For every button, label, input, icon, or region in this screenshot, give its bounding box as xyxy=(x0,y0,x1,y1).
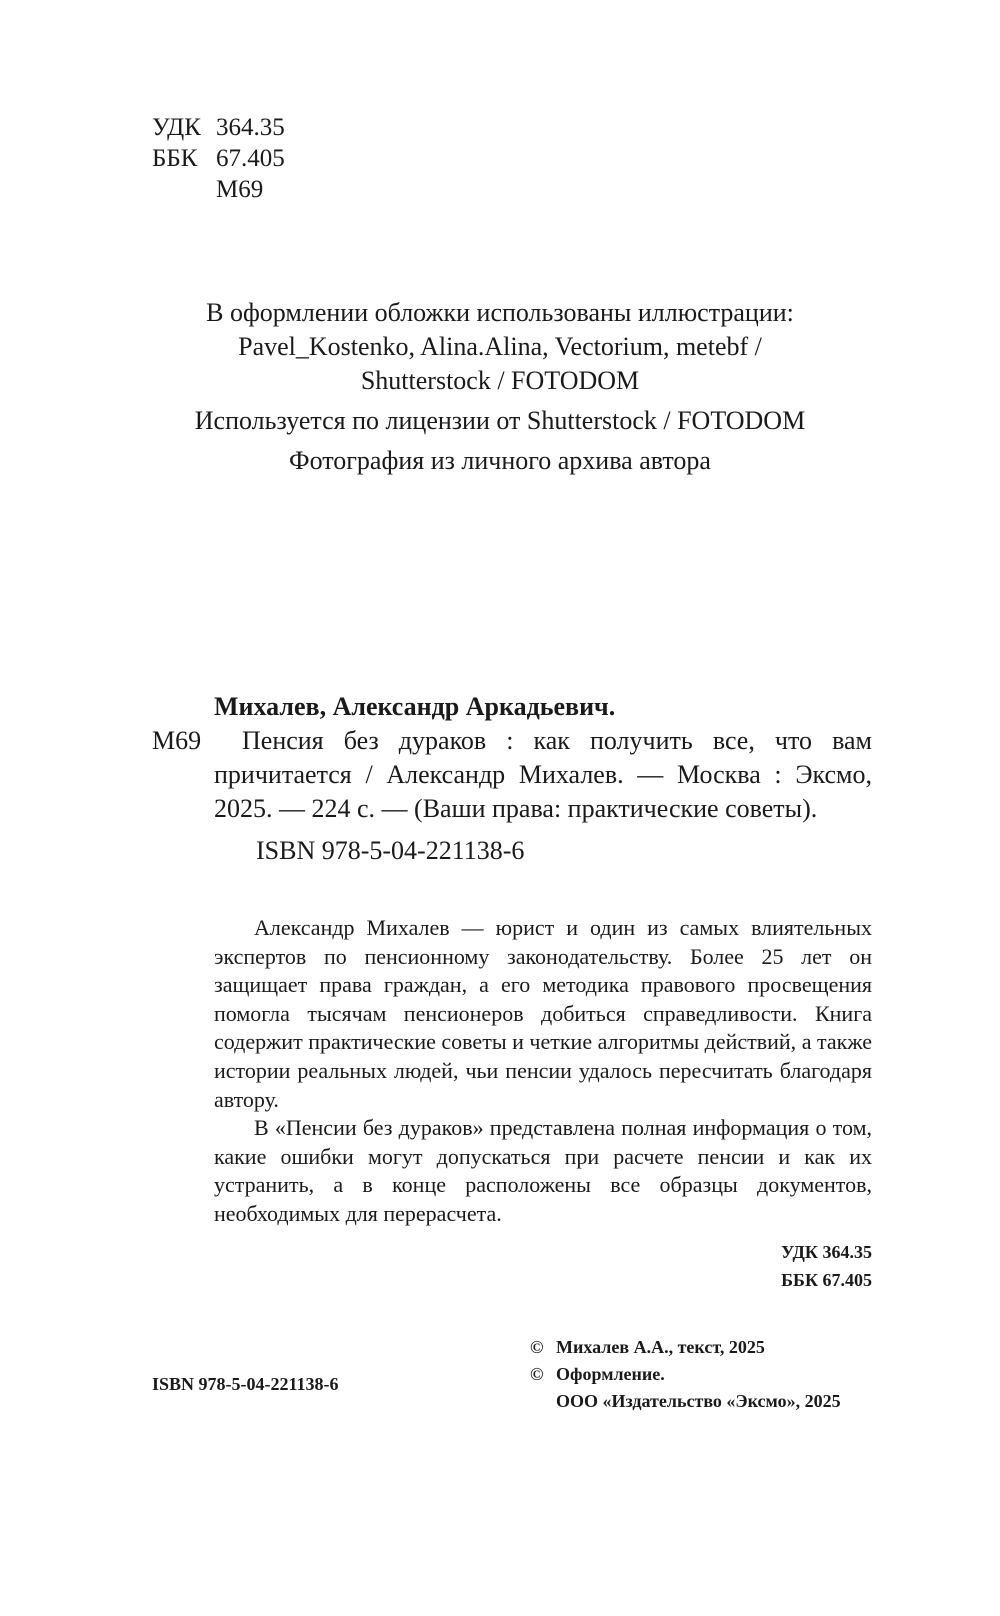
credits-line-1: В оформлении обложки использованы иллюстрации: xyxy=(206,298,794,327)
illustration-credits xyxy=(120,296,880,478)
copyright-symbol-2: © xyxy=(530,1364,544,1384)
record-isbn: ISBN 978-5-04-221138-6 xyxy=(256,836,525,865)
record-cutter: М69 xyxy=(152,726,202,755)
udk-label: УДК xyxy=(152,114,201,141)
footer-isbn: ISBN 978-5-04-221138-6 xyxy=(152,1374,339,1394)
record-author: Михалев, Александр Аркадьевич. xyxy=(214,692,616,721)
copyright-line-1: Михалев А.А., текст, 2025 xyxy=(556,1337,765,1357)
bbk-value: 67.405 xyxy=(216,145,285,172)
copyright-line-2a: Оформление. xyxy=(556,1364,665,1384)
record-description: Пенсия без дураков : как получить все, что вам причитается / Александр Михалев. — Москва : Эксмо, 2025. — 224 с. — (Ваши права: практические советы). xyxy=(214,726,872,823)
copyright-block xyxy=(530,1334,841,1415)
annotation-paragraph-1: Александр Михалев — юрист и один из самых влиятельных экспертов по пенсионному законодательству. Более 25 лет он защищает права граждан, а его методика правового просвещения помогла тысячам пенсионеров добиться справедливости. Книга содержит практические советы и четкие алгоритмы действий, а также истории реальных людей, чьи пенсии удалось пересчитать благодаря автору. xyxy=(214,915,872,1112)
bibliographic-record xyxy=(152,690,872,868)
author-mark: М69 xyxy=(216,176,264,203)
classification-block xyxy=(152,112,285,205)
bbk-row xyxy=(152,143,285,174)
credits-license: Используется по лицензии от Shutterstock / FOTODOM xyxy=(194,406,806,435)
credits-line-3: Shutterstock / FOTODOM xyxy=(360,366,640,395)
credits-line-2: Pavel_Kostenko, Alina.Alina, Vectorium, metebf / xyxy=(238,332,762,361)
udk-value: 364.35 xyxy=(216,114,285,141)
record-entry xyxy=(152,724,872,826)
bbk-label: ББК xyxy=(152,145,198,172)
codes-right-bbk: ББК 67.405 xyxy=(781,1270,872,1290)
copyright-design xyxy=(530,1361,841,1388)
copyright-symbol-1: © xyxy=(530,1337,544,1357)
copyright-line-2b: ООО «Издательство «Эксмо», 2025 xyxy=(556,1391,841,1411)
copyright-text xyxy=(530,1334,841,1361)
codes-right-udk: УДК 364.35 xyxy=(781,1242,872,1262)
credits-photo: Фотография из личного архива автора xyxy=(289,446,711,475)
annotation xyxy=(214,914,872,1229)
codes-right-block xyxy=(781,1238,872,1294)
udk-row xyxy=(152,112,285,143)
annotation-paragraph-2: В «Пенсии без дураков» представлена полная информация о том, какие ошибки могут допускаться при расчете пенсии и как их устранить, а в конце расположены все образцы документов, необходимых для перерасчета. xyxy=(214,1115,872,1226)
